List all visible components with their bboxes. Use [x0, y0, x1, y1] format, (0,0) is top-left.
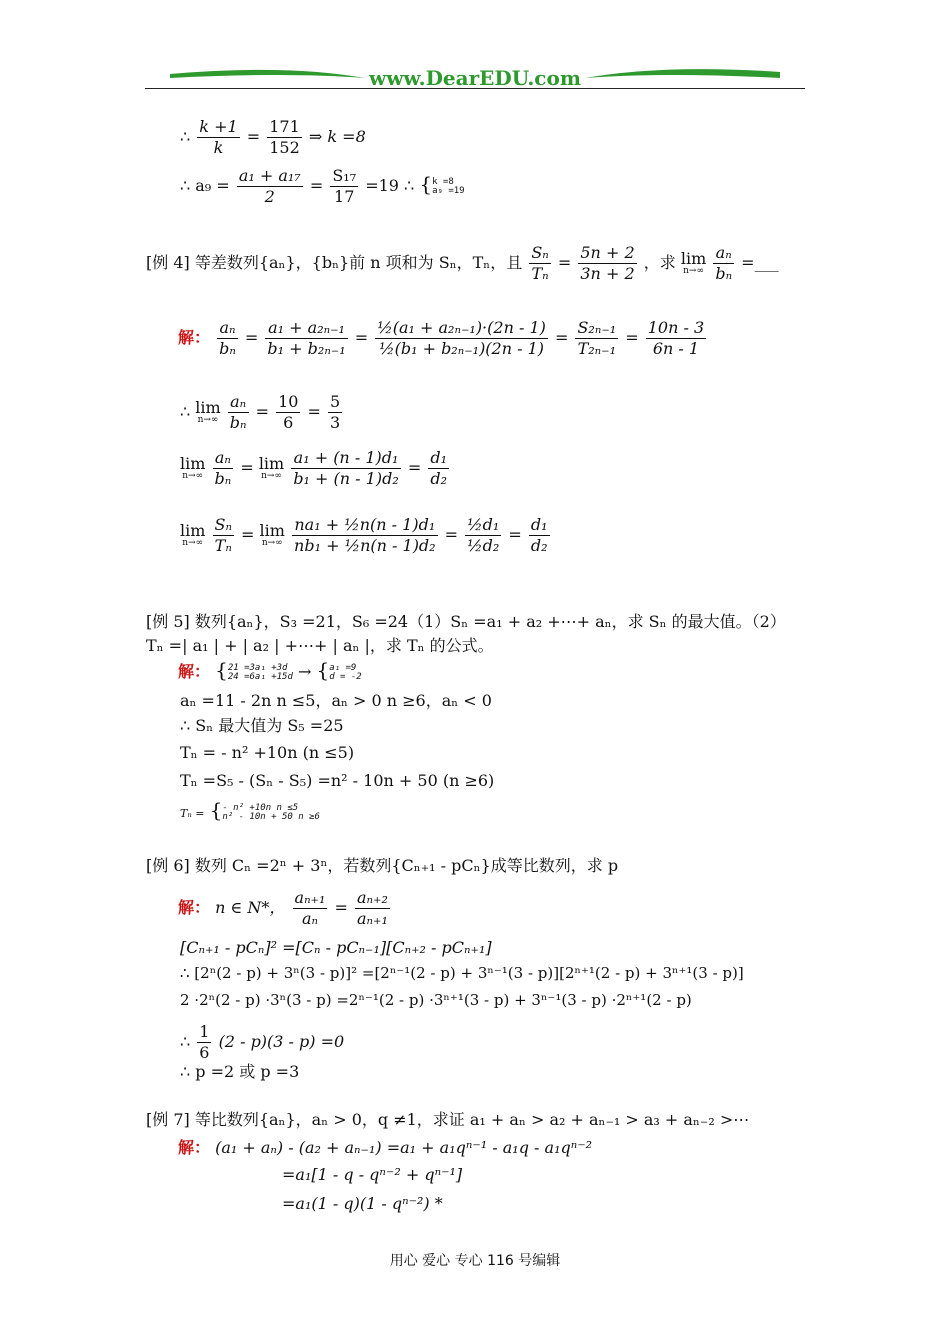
example-7-title: [例 7] 等比数列{aₙ}，aₙ > 0，q ≠1，求证 a₁ + aₙ > a₂ + aₙ₋₁ > a₃ + aₙ₋₂ >⋯: [146, 1110, 750, 1129]
solution-6-line-4: 2 ·2ⁿ(2 - p) ·3ⁿ(3 - p) =2ⁿ⁻¹(2 - p) ·3ⁿ⁺¹(3 - p) + 3ⁿ⁻¹(3 - p) ·2ⁿ⁺¹(2 - p): [180, 991, 692, 1009]
solution-label: 解：: [178, 328, 211, 347]
solution-5-line-2: aₙ =11 - 2n n ≤5，aₙ > 0 n ≥6，aₙ < 0: [180, 691, 492, 710]
example-5-title-cont: Tₙ =| a₁ | + | a₂ | +⋯+ | aₙ |，求 Tₙ 的公式。: [146, 636, 494, 655]
eq-line-2: ∴ a₉ = $\frac{\text{a₁ + a₁₇}}{2}$ = $\frac{\text{S₁₇}}{17}$ =19 ∴ { k =8 a₉ =19: [180, 166, 465, 206]
solution-4-line-2: ∴ lim n→∞ $\frac{\text{aₙ}}{\text{bₙ}}$ = $\frac{10}{6}$ = $\frac{5}{3}$: [180, 392, 341, 432]
solution-7-line-2: =a₁[1 - q - qⁿ⁻² + qⁿ⁻¹]: [282, 1165, 463, 1184]
solution-6-line-3: ∴ [2ⁿ(2 - p) + 3ⁿ(3 - p)]² =[2ⁿ⁻¹(2 - p) + 3ⁿ⁻¹(3 - p)][2ⁿ⁺¹(2 - p) + 3ⁿ⁺¹(3 - p)]: [180, 964, 744, 982]
solution-6-line-6: ∴ p =2 或 p =3: [180, 1062, 300, 1081]
page-footer: 用心 爱心 专心 116 号编辑: [389, 1253, 561, 1269]
example-6-title: [例 6] 数列 Cₙ =2ⁿ + 3ⁿ，若数列{Cₙ₊₁ - pCₙ}成等比数列，求 p: [146, 856, 619, 875]
solution-7-line-3: =a₁(1 - q)(1 - qⁿ⁻²) *: [282, 1194, 443, 1213]
header-rule: [145, 88, 805, 89]
solution-5-line-6: Tₙ = { - n² +10n n ≤5 n² - 10n + 50 n ≥6: [180, 798, 320, 822]
solution-5-line-3: ∴ Sₙ 最大值为 S₅ =25: [180, 716, 344, 735]
solution-7-line-1: 解： (a₁ + aₙ) - (a₂ + aₙ₋₁) =a₁ + a₁qⁿ⁻¹ - a₁q - a₁qⁿ⁻²: [178, 1138, 593, 1157]
eq-line-1: ∴ $\frac{k +1}{k}$ = $\frac{171}{152}$ ⇒ k =8: [180, 117, 366, 157]
solution-6-line-2: [Cₙ₊₁ - pCₙ]² =[Cₙ - pCₙ₋₁][Cₙ₊₂ - pCₙ₊₁]: [180, 938, 492, 957]
solution-4-line-4: lim n→∞ $\frac{\text{Sₙ}}{\text{Tₙ}}$ = lim n→∞ $\frac{\text{na₁ + ½n(n - 1)d₁}}{\text{nb₁ + ½n(n - 1)d₂}}$ = $\frac{\text{½d₁}}{\text{½d₂}}$ = $\frac{\text{d₁}}{\text{d₂}}$: [180, 515, 548, 555]
example-5-title: [例 5] 数列{aₙ}，S₃ =21，S₆ =24（1）Sₙ =a₁ + a₂ +⋯+ aₙ，求 Sₙ 的最大值。（2）: [146, 612, 786, 631]
solution-4-line-1: 解： $\frac{\text{aₙ}}{\text{bₙ}}$ = $\frac{\text{a₁ + a₂ₙ₋₁}}{\text{b₁ + b₂ₙ₋₁}}$ = $\frac{\text{½(a₁ + a₂ₙ₋₁)·(2n - 1)}}{\text{½(b₁ + b₂ₙ₋₁)(2n - 1)}}$ = $\frac{\text{S₂ₙ₋₁}}{\text{T₂ₙ₋₁}}$ = $\frac{10n - 3}{6n - 1}$: [178, 318, 705, 358]
example-4-title: [例 4] 等差数列{aₙ}，{bₙ}前 n 项和为 Sₙ，Tₙ，且 $\frac{\text{Sₙ}}{\text{Tₙ}}$ = $\frac{5n + 2}{3n + 2}$ ，求 lim n→∞ $\frac{\text{aₙ}}{\text{bₙ}}$ =___: [146, 243, 779, 283]
solution-6-line-1: 解： n ∈ N*， $\frac{\text{aₙ₊₁}}{\text{aₙ}}$ = $\frac{\text{aₙ₊₂}}{\text{aₙ₊₁}}$: [178, 888, 388, 928]
solution-5-line-5: Tₙ =S₅ - (Sₙ - S₅) =n² - 10n + 50 (n ≥6): [180, 771, 495, 790]
site-logo: [165, 62, 785, 94]
logo-text: www.DearEDU.com: [368, 66, 582, 90]
solution-6-line-5: ∴ $\frac{1}{6}$ (2 - p)(3 - p) =0: [180, 1022, 345, 1062]
solution-5-line-1: 解： { 21 =3a₁ +3d 24 =6a₁ +15d → { a₁ =9 d = -2: [178, 658, 362, 682]
solution-5-line-4: Tₙ = - n² +10n (n ≤5): [180, 743, 355, 762]
solution-4-line-3: lim n→∞ $\frac{\text{aₙ}}{\text{bₙ}}$ = lim n→∞ $\frac{\text{a₁ + (n - 1)d₁}}{\text{b₁ + (n - 1)d₂}}$ = $\frac{\text{d₁}}{\text{d₂}}$: [180, 448, 447, 488]
